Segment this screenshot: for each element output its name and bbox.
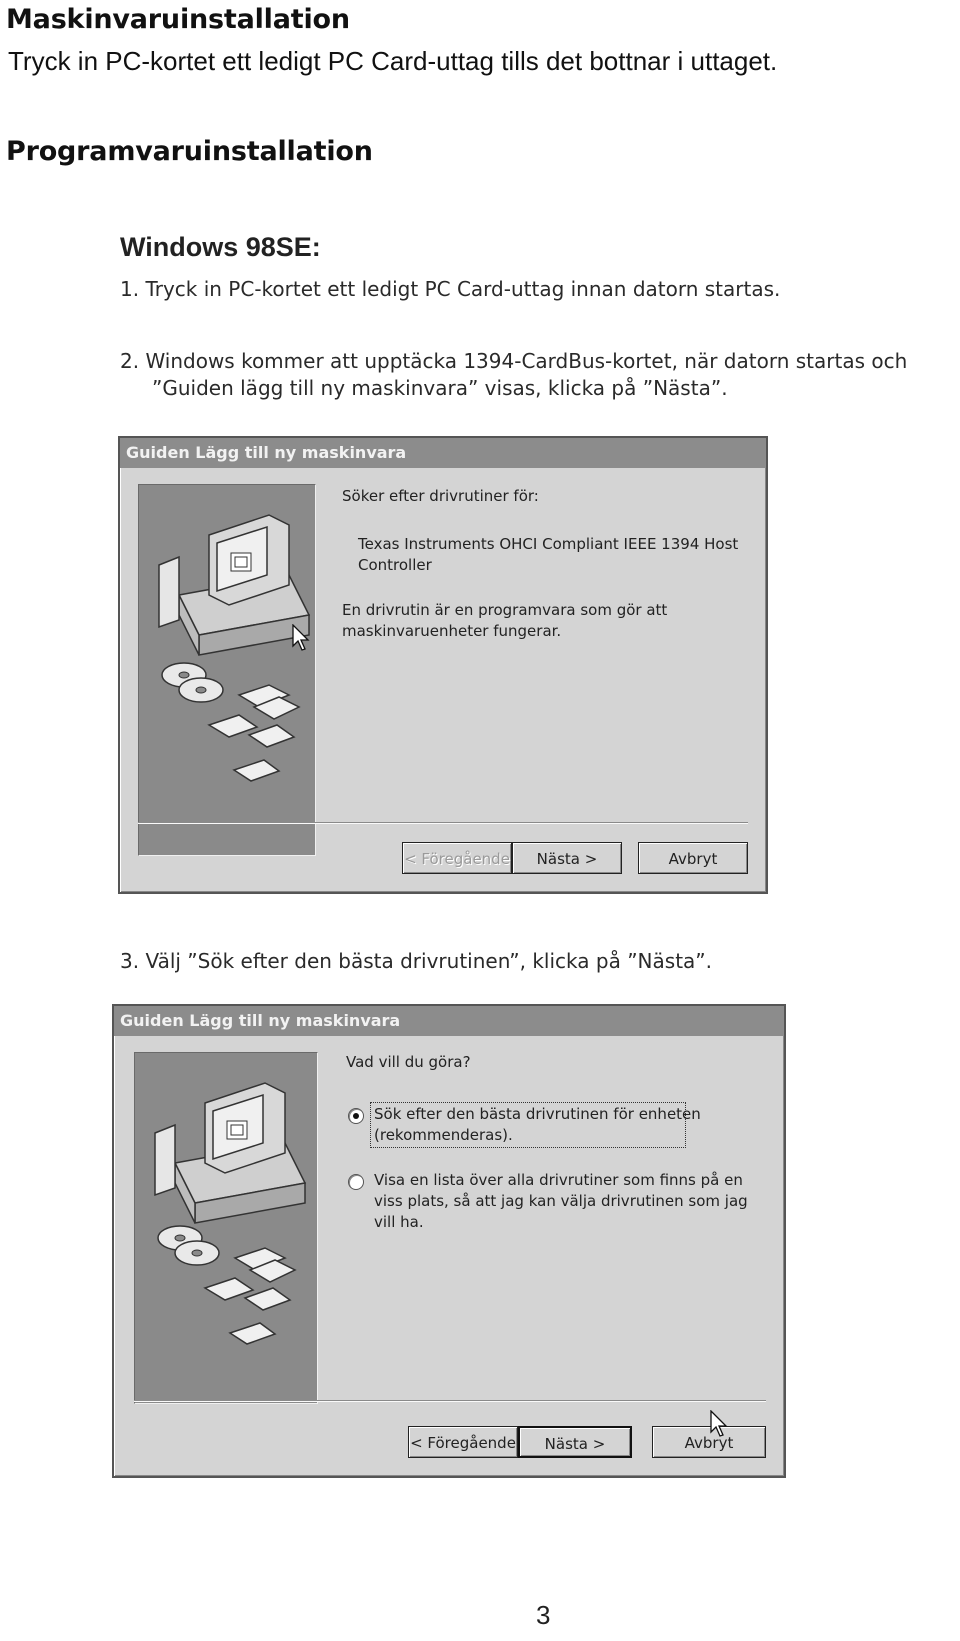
computer-disks-illustration [135,1053,317,1403]
add-hardware-wizard-dialog-searching [118,436,768,894]
dialog-title-bar: Guiden Lägg till ny maskinvara [114,1006,784,1036]
device-name-line-2: Controller [358,556,432,574]
cancel-button[interactable]: Avbryt [652,1426,766,1458]
back-button[interactable]: < Föregående [408,1426,518,1458]
software-install-heading: Programvaruinstallation [6,136,373,167]
device-name [358,534,738,576]
dialog-separator [138,822,748,824]
option-search-best-driver-label[interactable] [374,1104,701,1146]
step-2-line-1: 2. Windows kommer att upptäcka 1394-CardBus-kortet, när datorn startas och [120,349,908,373]
step-2-line-2: ”Guiden lägg till ny maskinvara” visas, klicka på ”Nästa”. [152,375,728,400]
back-button[interactable]: < Föregående [402,842,512,874]
step-3-text: 3. Välj ”Sök efter den bästa drivrutinen”, klicka på ”Nästa”. [120,949,713,973]
step-1-text: 1. Tryck in PC-kortet ett ledigt PC Card-uttag innan datorn startas. [120,277,781,301]
wizard-side-illustration [134,1052,318,1404]
next-button[interactable]: Nästa > [512,842,622,874]
wizard-side-illustration [138,484,316,856]
cancel-button[interactable]: Avbryt [638,842,748,874]
searching-drivers-label: Söker efter drivrutiner för: [342,487,539,505]
driver-info-text [342,600,667,642]
question-label: Vad vill du göra? [346,1053,471,1071]
dialog-title-bar: Guiden Lägg till ny maskinvara [120,438,766,468]
option-2-line-2: viss plats, så att jag kan välja drivrutinen som jag [374,1192,748,1210]
mouse-cursor-icon [710,1410,728,1438]
add-hardware-wizard-dialog-choose [112,1004,786,1478]
radio-show-driver-list[interactable] [348,1174,364,1190]
hardware-install-text: Tryck in PC-kortet ett ledigt PC Card-uttag tills det bottnar i uttaget. [8,46,778,76]
step-2-text [120,348,907,401]
dialog-separator [134,1400,766,1402]
driver-info-line-1: En drivrutin är en programvara som gör att [342,601,668,619]
mouse-cursor-icon [292,624,310,652]
option-1-line-1: Sök efter den bästa drivrutinen för enheten [374,1105,701,1123]
radio-search-best-driver[interactable] [348,1108,364,1124]
driver-info-line-2: maskinvaruenheter fungerar. [342,622,562,640]
option-2-line-3: vill ha. [374,1213,424,1231]
device-name-line-1: Texas Instruments OHCI Compliant IEEE 1394 Host [358,535,739,553]
option-1-line-2: (rekommenderas). [374,1126,513,1144]
next-button[interactable]: Nästa > [518,1426,632,1458]
option-show-driver-list-label[interactable] [374,1170,748,1233]
windows-98se-heading: Windows 98SE: [120,232,321,262]
computer-disks-illustration [139,485,315,855]
hardware-install-heading: Maskinvaruinstallation [6,4,350,35]
option-2-line-1: Visa en lista över alla drivrutiner som finns på en [374,1171,743,1189]
page-number: 3 [536,1600,551,1630]
